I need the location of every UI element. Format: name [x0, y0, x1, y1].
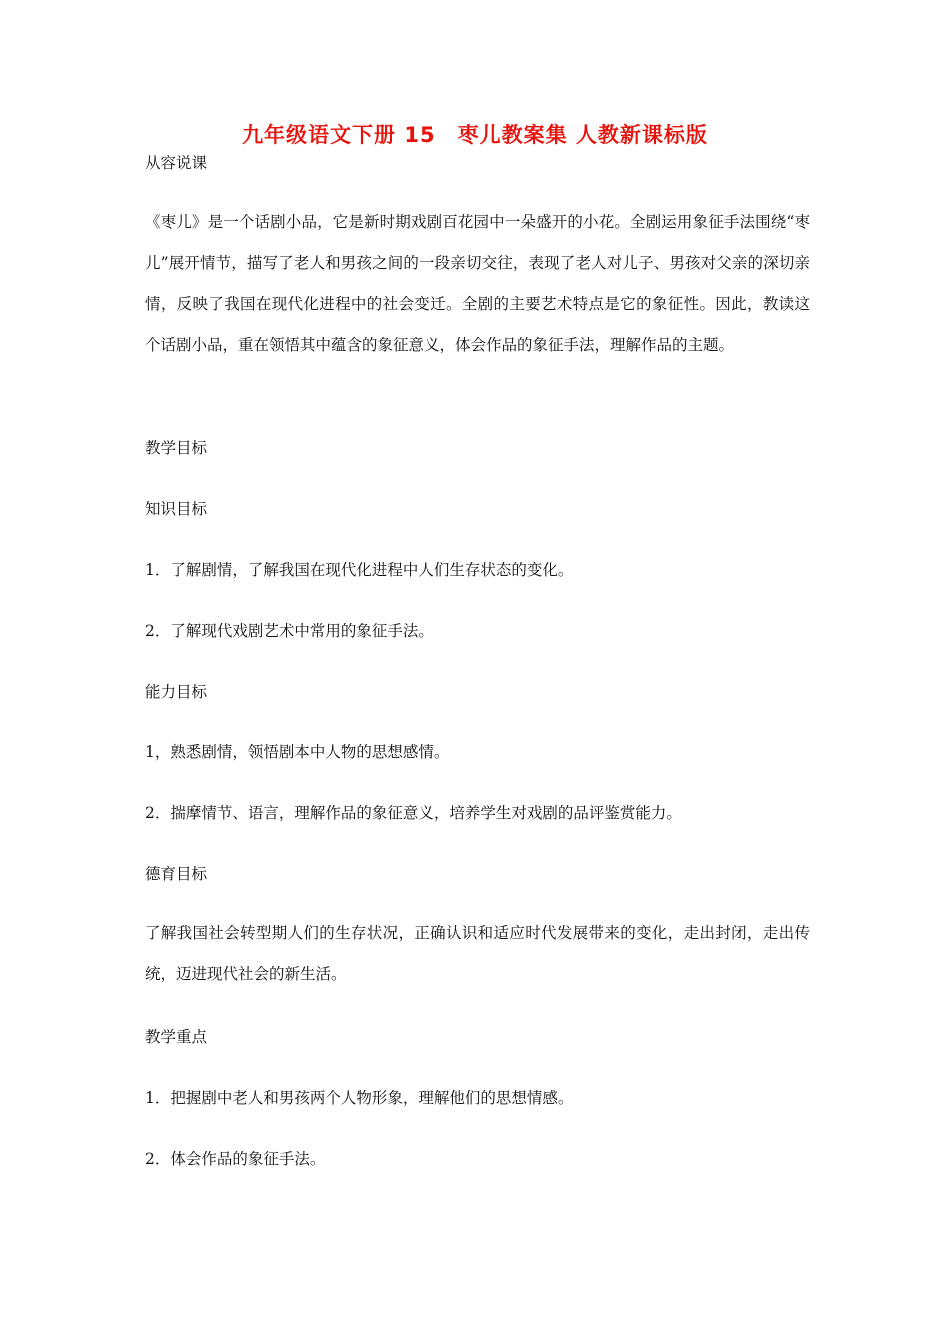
- subheading-ability-goals: 能力目标: [145, 683, 208, 701]
- subheading-moral-goals: 德育目标: [145, 865, 208, 883]
- section-heading-intro: 从容说课: [145, 154, 208, 172]
- teaching-focus-item: 1．把握剧中老人和男孩两个人物形象，理解他们的思想情感。: [145, 1089, 574, 1107]
- teaching-focus-item: 2．体会作品的象征手法。: [145, 1150, 326, 1168]
- section-heading-teaching-focus: 教学重点: [145, 1028, 208, 1046]
- knowledge-goal-item: 2．了解现代戏剧艺术中常用的象征手法。: [145, 622, 434, 640]
- section-heading-teaching-goals: 教学目标: [145, 439, 208, 457]
- ability-goal-item: 2．揣摩情节、语言，理解作品的象征意义，培养学生对戏剧的品评鉴赏能力。: [145, 804, 682, 822]
- intro-paragraph: 《枣儿》是一个话剧小品，它是新时期戏剧百花园中一朵盛开的小花。全剧运用象征手法围绕“枣儿”展开情节，描写了老人和男孩之间的一段亲切交往，表现了老人对儿子、男孩对父亲的深切亲情，反映了我国在现代化进程中的社会变迁。全剧的主要艺术特点是它的象征性。因此，教读这个话剧小品，重在领悟其中蕴含的象征意义，体会作品的象征手法，理解作品的主题。: [145, 213, 810, 354]
- page-title: 九年级语文下册 15 枣儿教案集 人教新课标版: [242, 123, 708, 147]
- knowledge-goal-item: 1．了解剧情，了解我国在现代化进程中人们生存状态的变化。: [145, 561, 574, 579]
- moral-goal-paragraph: 了解我国社会转型期人们的生存状况，正确认识和适应时代发展带来的变化，走出封闭，走出传统，迈进现代社会的新生活。: [145, 924, 810, 983]
- subheading-knowledge-goals: 知识目标: [145, 500, 208, 518]
- ability-goal-item: 1，熟悉剧情，领悟剧本中人物的思想感情。: [145, 743, 450, 761]
